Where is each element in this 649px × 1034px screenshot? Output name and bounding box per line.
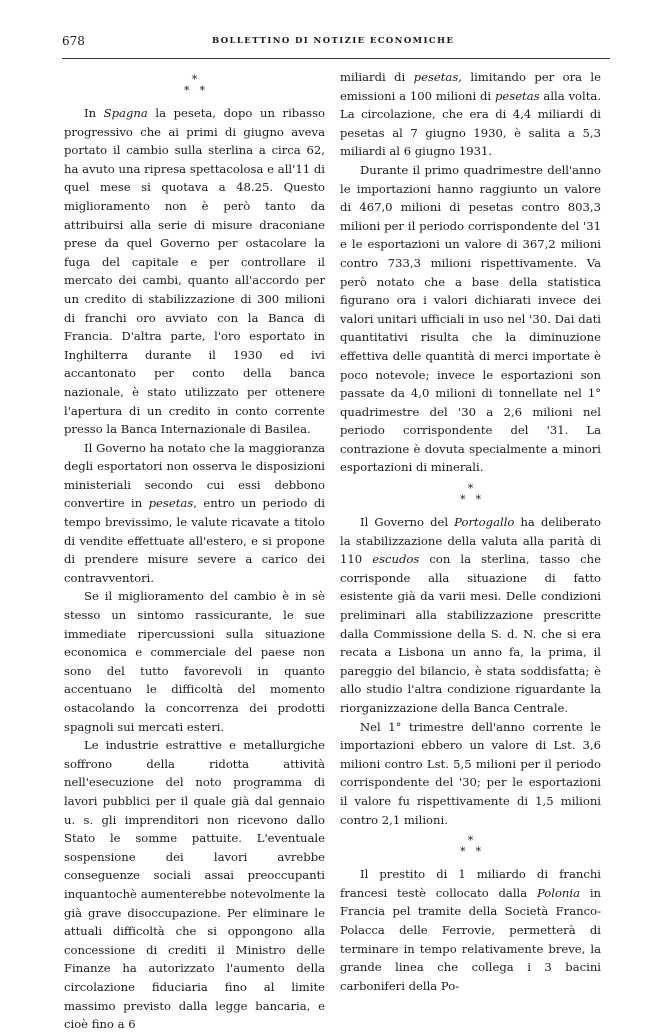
section-separator: * **	[460, 834, 491, 859]
right-column	[340, 68, 601, 995]
portugal-paragraph-2: Nel 1° trimestre dell'anno corrente le importazioni ebbero un valore di Lst. 3,6 milioni contro Lst. 5,5 milioni per il periodo corrispondente del '30; per le esportazioni il valore fu rispettivamente di 1,5 milioni contro 2,1 milioni.	[340, 719, 601, 827]
spain-paragraph-4: Le industrie estrattive e metallurgiche soffrono della ridotta attività nell'esecuzione del noto programma di lavori pubblici per il quale già dal gennaio u. s. gli imprenditori non ricevono dallo Stato le somme pattuite. L'eventuale sospensione dei lavori avrebbe conseguenze sociali assai preoccupanti inquantochè aumenterebbe notevolmente la già grave disoccupazione. Per eliminare le attuali difficoltà che si oppongono alla concessione di crediti il Ministro delle Finanze ha autorizzato l'aumento della circolazione fiduciaria fino al limite massimo previsto dalla legge bancaria, e cioè fino a 6	[64, 738, 325, 1032]
currency-name: escudos	[372, 552, 420, 567]
header-rule	[62, 58, 610, 59]
left-column	[64, 68, 325, 1034]
poland-paragraph-1: Il prestito di 1 miliardo di franchi francesi testè collocato dalla Polonia in Francia pel tramite della Società Franco-Polacca delle Ferrovie, permetterà di terminare in tempo relativamente breve, la grande linea che collega i 3 bacini carboniferi della Po-	[340, 867, 601, 993]
page-number: 678	[62, 34, 85, 48]
running-title: BOLLETTINO DI NOTIZIE ECONOMICHE	[212, 36, 455, 46]
country-name: Polonia	[536, 885, 581, 900]
spain-paragraph-2: Il Governo ha notato che la maggioranza degli esportatori non osserva le disposizioni ministeriali secondo cui essi debbono convertire in pesetas, entro un periodo di tempo brevissimo, le valute ricavate a titolo di vendite effettuate all'estero, e si propone di prendere misure severe a carico dei contravventori.	[64, 440, 325, 585]
currency-name: pesetas	[148, 496, 194, 511]
country-name: Portogallo	[454, 515, 515, 530]
section-separator: * **	[460, 482, 491, 507]
spain-paragraph-3: Se il miglioramento del cambio è in sè stesso un sintomo rassicurante, le sue immediate ripercussioni sulla situazione economica e commerciale del paese non sono del tutto favorevoli in quanto accentuano le difficoltà del momento ostacolando la concorrenza dei prodotti spagnoli sui mercati esteri.	[64, 589, 325, 734]
spain-paragraph-1: In Spagna la peseta, dopo un ribasso progressivo che ai primi di giugno aveva portato il cambio sulla sterlina a circa 62, ha avuto una ripresa spettacolosa e all'11 di quel mese si quotava a 48.25. Questo miglioramento non è però tanto da attribuirsi alla serie di misure draconiane prese da quel Governo per ostacolare la fuga del capitale e per controllare il mercato dei cambi, quanto all'accordo per un credito di stabilizzazione di 300 milioni di franchi oro avviato con la Banca di Francia. D'altra parte, l'oro esportato in Inghilterra durante il 1930 ed ivi accantonato per conto della banca nazionale, è stato utilizzato per ottenere l'apertura di un credito in conto corrente presso la Banca Internazionale di Basilea.	[64, 106, 325, 437]
portugal-paragraph-1: Il Governo del Portogallo ha deliberato la stabilizzazione della valuta alla parità di 110 escudos con la sterlina, tasso che corrisponde alla situazione di fatto esistente già da varii mesi. Delle condizioni preliminari alla stabilizzazione prescritte dalla Commissione della S. d. N. che si era recata a Lisbona un anno fa, la prima, il pareggio del bilancio, è stata soddisfatta; è allo studio l'altra condizione riguardante la riorganizzazione della Banca Centrale.	[340, 515, 601, 715]
page-header	[62, 34, 602, 50]
spain-paragraph-5: Durante il primo quadrimestre dell'anno le importazioni hanno raggiunto un valore di 467,0 milioni di pesetas contro 803,3 milioni per il periodo corrispondente del '31 e le esportazioni un valore di 367,2 milioni contro 733,3 milioni rispettivamente. Va però notato che a base della statistica figurano ora i valori dichiarati invece dei valori unitari ufficiali in uso nel '30. Dai dati quantitativi risulta che la diminuzione effettiva delle quantità di merci importate è poco notevole; invece le esportazioni son passate da 4,0 milioni di tonnellate nel 1° quadrimestre del '30 a 2,6 milioni nel periodo corrispondente del '31. La contrazione è dovuta specialmente a minori esportazioni di minerali.	[340, 162, 601, 475]
country-name: Spagna	[103, 106, 148, 120]
section-separator: * **	[184, 73, 215, 97]
spain-paragraph-continued: miliardi di pesetas, limitando per ora le emissioni a 100 milioni di pesetas alla volta. La circolazione, che era di 4,4 miliardi di pesetas al 7 giugno 1930, è salita a 5,3 miliardi al 6 giugno 1931.	[340, 70, 602, 159]
